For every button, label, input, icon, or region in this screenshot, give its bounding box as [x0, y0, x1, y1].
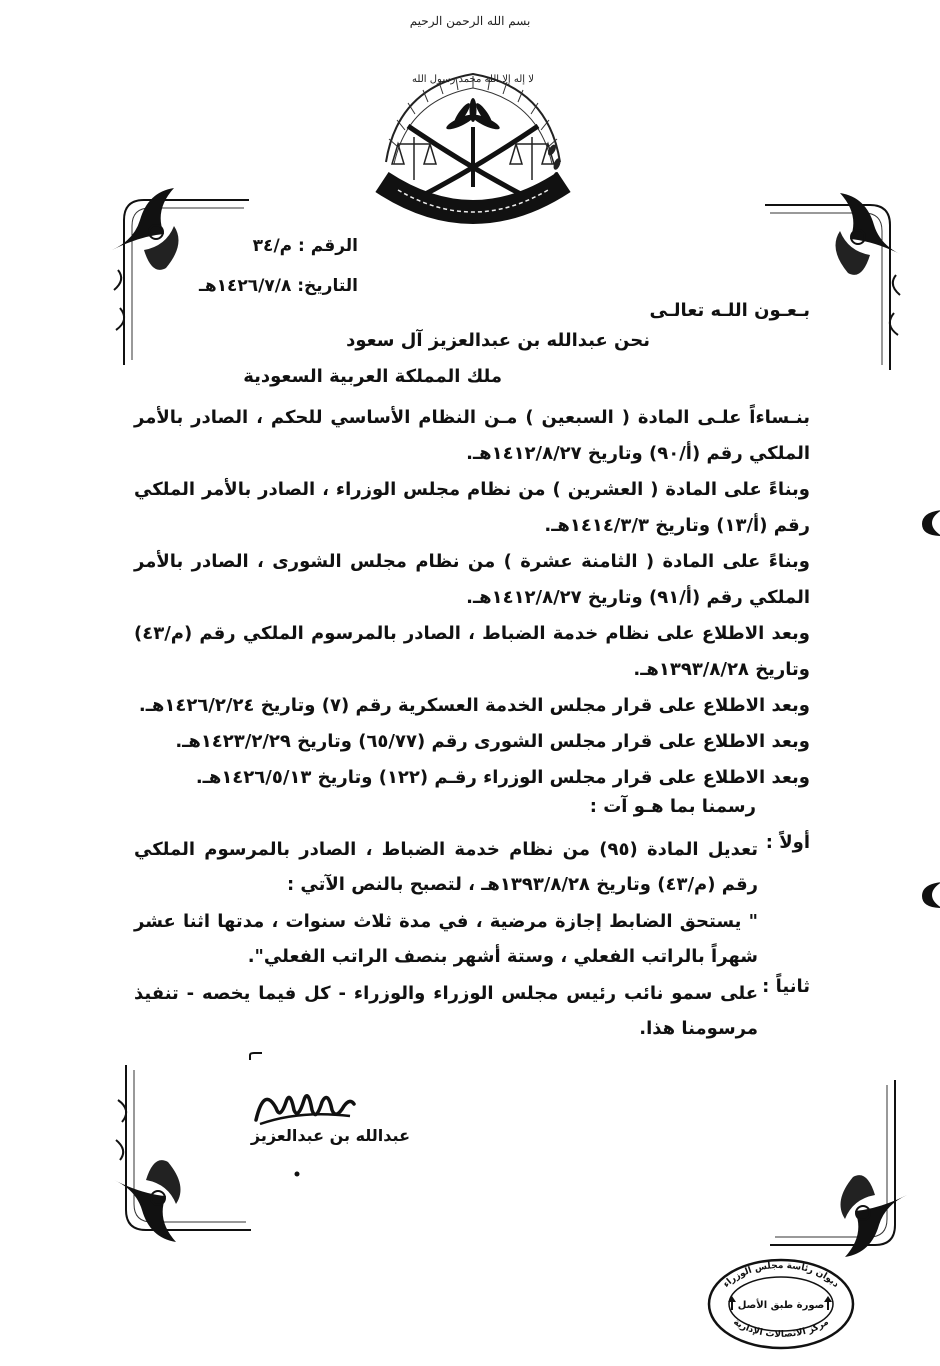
ink-mark-icon — [248, 1052, 264, 1062]
handwritten-signature-icon — [250, 1080, 360, 1130]
article-1-text: تعديل المادة (٩٥) من نظام خدمة الضباط ، الصادر بالمرسوم الملكي رقم (م/٤٣) وتاريخ ١٣٩٣/٨/٢٨هـ ، لتصبح بالنص الآتي : — [134, 839, 758, 895]
article-2-label: ثانياً : — [762, 976, 810, 997]
decree-date: التاريخ: ١٤٢٦/٧/٨هـ — [199, 276, 358, 296]
issuer-line: نحن عبدالله بن عبدالعزيز آل سعود — [346, 330, 650, 351]
certified-copy-stamp-icon — [706, 1256, 856, 1352]
article-1-label: أولاً : — [765, 832, 810, 853]
recital-1: بنـساءاً علـى المادة ( السبعين ) مـن النظام الأساسي للحكم ، الصادر بالأمر الملكي رقم (أ/٩٠) وتاريخ ١٤١٢/٨/٢٧هـ. — [134, 407, 810, 464]
svg-text:مركز الاتصالات الإدارية — [731, 1317, 830, 1340]
punch-hole-icon — [918, 508, 940, 538]
decree-intro: رسمنا بما هـو آت : — [589, 796, 756, 817]
issuer-title: ملك المملكة العربية السعودية — [243, 366, 502, 387]
emblem-shahada: لا إله إلا الله محمد رسول الله — [412, 74, 534, 85]
corner-ornament-icon — [760, 185, 910, 375]
article-1-quote: " يستحق الضابط إجازة مرضية ، في مدة ثلاث سنوات ، مدتها اثنا عشر شهراً بالراتب الفعلي ، وستة أشهر بنصف الراتب الفعلي". — [134, 911, 758, 967]
decree-number: الرقم : م/٣٤ — [252, 236, 358, 256]
recital-6: وبعد الاطلاع على قرار مجلس الشورى رقم (٦٥/٧٧) وتاريخ ١٤٢٣/٢/٢٩هـ. — [175, 731, 810, 752]
recital-5: وبعد الاطلاع على قرار مجلس الخدمة العسكرية رقم (٧) وتاريخ ١٤٢٦/٢/٢٤هـ. — [138, 695, 810, 716]
recital-3: وبناءً على المادة ( الثامنة عشرة ) من نظام مجلس الشورى ، الصادر بالأمر الملكي رقم (أ/٩١) وتاريخ ١٤١٢/٨/٢٧هـ. — [134, 551, 810, 608]
stamp-center-text: صورة طبق الأصل — [737, 1300, 825, 1311]
punch-hole-icon — [918, 880, 940, 910]
article-2-text: على سمو نائب رئيس مجلس الوزراء والوزراء - كل فيما يخصه - تنفيذ مرسومنا هذا. — [134, 983, 758, 1039]
corner-ornament-icon — [104, 180, 254, 370]
dot-mark-icon — [294, 1170, 300, 1178]
basmala: بسم الله الرحمن الرحيم — [409, 14, 531, 28]
corner-ornament-icon — [765, 1075, 915, 1265]
invocation: بـعـون اللـه تعالـى — [649, 300, 810, 321]
stamp-bottom-text: مركز الاتصالات الإدارية — [731, 1317, 831, 1340]
recital-7: وبعد الاطلاع على قرار مجلس الوزراء رقـم (١٢٢) وتاريخ ١٤٢٦/٥/١٣هـ. — [195, 767, 810, 788]
signatory-name: عبدالله بن عبدالعزيز — [250, 1126, 410, 1145]
recital-2: وبناءً على المادة ( العشرين ) من نظام مجلس الوزراء ، الصادر بالأمر الملكي رقم (أ/١٣) وتاريخ ١٤١٤/٣/٣هـ. — [134, 479, 810, 536]
recital-4: وبعد الاطلاع على نظام خدمة الضباط ، الصادر بالمرسوم الملكي رقم (م/٤٣) وتاريخ ١٣٩٣/٨/٢٨هـ. — [134, 623, 810, 680]
royal-emblem-icon — [368, 52, 578, 232]
svg-text:ديوان رئاسة مجلس الوزراء — [721, 1261, 840, 1290]
stamp-top-text: ديوان رئاسة مجلس الوزراء — [721, 1260, 841, 1290]
corner-ornament-icon — [106, 1060, 256, 1250]
